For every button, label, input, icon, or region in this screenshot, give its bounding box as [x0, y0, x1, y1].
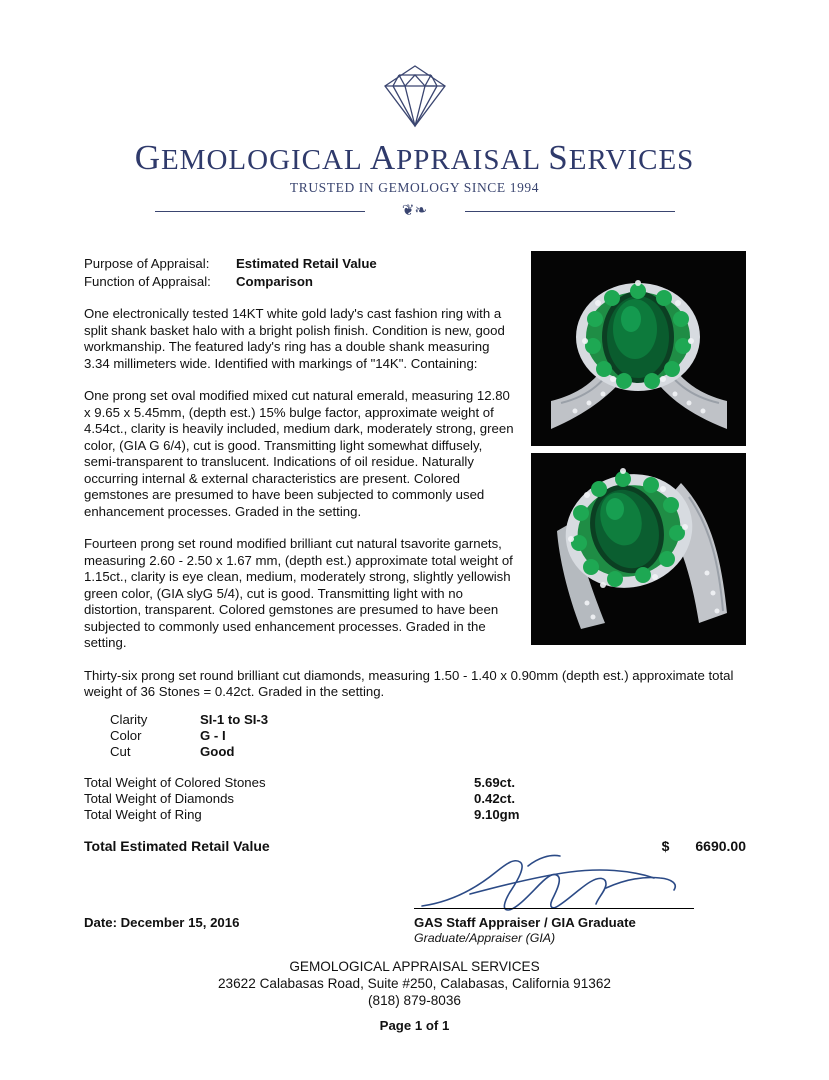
paragraph-description: One electronically tested 14KT white gold lady's cast fashion ring with a split shank basket halo with a bright polish finish. Condition is new, good workmanship. The featured lady's ring has a double shank measuring 3.34 millimeters wide. Identified with markings of "14K". Containing:	[84, 306, 505, 371]
total-label: Total Weight of Diamonds	[84, 791, 235, 806]
spec-value: G - I	[200, 728, 226, 743]
diamond-icon	[359, 60, 471, 132]
spec-row	[110, 712, 268, 728]
grand-total-label: Total Estimated Retail Value	[84, 838, 270, 854]
total-row	[84, 775, 644, 791]
function-label: Function of Appraisal:	[84, 273, 211, 289]
appraisal-date: Date: December 15, 2016	[84, 915, 240, 930]
total-row	[84, 807, 644, 823]
letterhead	[0, 60, 829, 222]
spec-value: SI-1 to SI-3	[200, 712, 269, 727]
appraiser-title: GAS Staff Appraiser / GIA Graduate	[414, 915, 636, 930]
page-number: Page 1 of 1	[379, 1018, 450, 1033]
footer-company: GEMOLOGICAL APPRAISAL SERVICES	[289, 959, 540, 974]
purpose-value: Estimated Retail Value	[236, 256, 377, 271]
total-label: Total Weight of Ring	[84, 807, 202, 822]
document-footer	[0, 958, 829, 1034]
appraisal-body	[84, 256, 746, 701]
company-tagline: TRUSTED IN GEMOLOGY SINCE 1994	[289, 180, 540, 195]
spec-value: Good	[200, 744, 235, 759]
total-label: Total Weight of Colored Stones	[84, 775, 266, 790]
purpose-block	[84, 256, 514, 290]
header-divider	[155, 202, 675, 222]
appraiser-subtitle: Graduate/Appraiser (GIA)	[414, 931, 556, 945]
spec-row	[110, 728, 268, 744]
total-value: 9.10gm	[474, 807, 520, 822]
spec-row	[110, 744, 268, 760]
purpose-label: Purpose of Appraisal:	[84, 256, 210, 271]
total-value: 0.42ct.	[474, 791, 516, 806]
company-name: GEMOLOGICAL APPRAISAL SERVICES	[134, 138, 695, 177]
flourish-ornament: ❦❧	[401, 203, 428, 219]
spec-label: Cut	[110, 744, 131, 759]
signature-mark	[410, 850, 700, 922]
function-value: Comparison	[236, 273, 313, 289]
diamond-specs-table	[110, 712, 268, 760]
footer-address: 23622 Calabasas Road, Suite #250, Calabasas, California 91362	[218, 976, 611, 991]
total-value: 5.69ct.	[474, 775, 516, 790]
purpose-row	[84, 256, 514, 273]
footer-phone: (818) 879-8036	[368, 993, 461, 1008]
grand-total-amount: 6690.00	[695, 838, 746, 854]
spec-label: Clarity	[110, 712, 148, 727]
paragraph-tsavorite: Fourteen prong set round modified brilliant cut natural tsavorite garnets, measuring 2.60 - 2.50 x 1.67 mm, (depth est.) approximate total weight of 1.15ct., clarity is eye clean, medium, moderately strong, slightly yellowish green color, (GIA slyG 5/4), cut is good. Transmitting light with no distortion, transparent. Colored gemstones are presumed to have been subjected to commonly used enhancement processes. Graded in the setting.	[84, 536, 513, 650]
paragraph-emerald: One prong set oval modified mixed cut natural emerald, measuring 12.80 x 9.65 x 5.45mm, (depth est.) 15% bulge factor, approximate weight of 4.54ct., clarity is heavily included, medium dark, moderately strong, green color, (GIA G 6/4), cut is good. Transmitting light somewhat diffusely, semi-transparent to translucent. Indications of oil residue. Naturally occurring internal & external characteristics are present. Colored gemstones are presumed to have been subjected to commonly used enhancement processes. Graded in the setting.	[84, 388, 514, 519]
function-row	[84, 274, 514, 291]
signature-line	[414, 908, 694, 909]
total-row	[84, 791, 644, 807]
paragraph-diamonds: Thirty-six prong set round brilliant cut diamonds, measuring 1.50 - 1.40 x 0.90mm (depth est.) approximate total weight of 36 Stones = 0.42ct. Graded in the setting.	[84, 667, 734, 699]
spec-label: Color	[110, 728, 142, 743]
currency-symbol: $	[661, 838, 670, 854]
totals-table	[84, 775, 644, 823]
